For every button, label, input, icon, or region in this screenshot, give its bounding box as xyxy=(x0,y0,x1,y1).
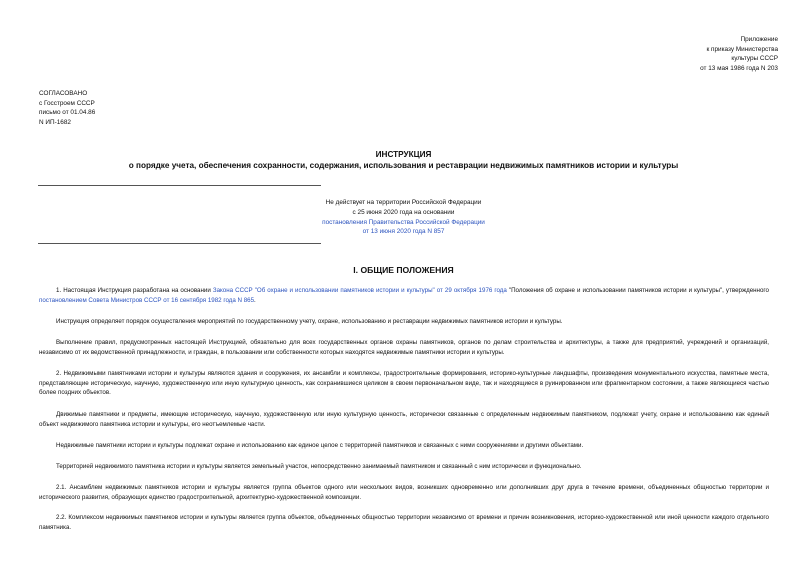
annex-line: Приложение xyxy=(740,36,778,43)
title-heading: ИНСТРУКЦИЯ xyxy=(375,150,432,159)
agreed-line: письмо от 01.04.86 xyxy=(39,109,96,116)
resolution-link[interactable]: постановлением Совета Министров СССР от 16 сентября 1982 года N 865 xyxy=(39,296,255,304)
status-notice xyxy=(0,198,807,237)
divider-top xyxy=(38,185,321,186)
status-decree-link[interactable]: постановления Правительства Российской Федерации xyxy=(322,218,485,226)
paragraph-text: "Положения об охране и использовании памятников истории и культуры", утвержденного xyxy=(506,287,769,294)
paragraph-text: 1. Настоящая Инструкция разработана на основании xyxy=(56,287,213,294)
annex-line: к приказу Министерства xyxy=(706,45,778,53)
agreed-line: СОГЛАСОВАНО xyxy=(39,90,88,97)
status-decree-date-link[interactable]: от 13 июня 2020 года N 857 xyxy=(362,228,445,236)
paragraph: 2.1. Ансамблем недвижимых памятников истории и культуры является группа объектов одного или нескольких видов, возникших одновременно или дополнивших друг друга в течение времени, объединенных общностью территории и исторического развития, образующих единство градостроительной, архитектурно-художественной композиции. xyxy=(39,484,769,501)
status-line: Не действует на территории Российской Федерации xyxy=(325,199,482,206)
paragraph: Недвижимые памятники истории и культуры подлежат охране и использованию как единое целое с территорией памятников и связанных с ними сооружениями и другими объектами. xyxy=(56,442,584,449)
paragraph-text: . xyxy=(254,296,256,304)
paragraph xyxy=(39,286,769,305)
section-heading: I. ОБЩИЕ ПОЛОЖЕНИЯ xyxy=(353,265,454,275)
paragraph: 2.2. Комплексом недвижимых памятников истории и культуры является группа объектов, объединенных общностью территории независимо от времени и причин возникновения, историко-художественной или иной ценности каждого отдельного памятника. xyxy=(39,514,769,531)
paragraph: Выполнение правил, предусмотренных настоящей Инструкцией, обязательно для всех государственных органов охраны памятников, органов по делам строительства и архитектуры, а также для предприятий, учреждений и организаций, независимо от их ведомственной принадлежности, и граждан, в пользовании или собственности которых находятся недвижимые памятники истории и культуры. xyxy=(39,339,769,356)
paragraph: Территорией недвижимого памятника истории и культуры является земельный участок, непосредственно занимаемый памятником и связанный с ним исторически и функционально. xyxy=(56,463,582,470)
law-link[interactable]: Закона СССР "Об охране и использовании памятников истории и культуры" от 29 октября 1976 года xyxy=(212,287,507,294)
document-title xyxy=(0,150,807,171)
paragraph: Движимые памятники и предметы, имеющие историческую, научную, художественную или иную культурную ценность, исторически связанные с определенным недвижимым памятником, подлежат учету, охране и использованию как единый объект недвижимого памятника истории и культуры, его неотъемлемые части. xyxy=(39,411,769,428)
annex-line: от 13 мая 1986 года N 203 xyxy=(700,64,778,72)
paragraph: Инструкция определяет порядок осуществления мероприятий по государственному учету, охране, использованию и реставрации недвижимых памятников истории и культуры. xyxy=(56,318,563,325)
agreed-line: N ИП-1682 xyxy=(39,118,71,126)
agreed-block xyxy=(39,89,95,127)
annex-header xyxy=(700,35,778,73)
paragraph: 2. Недвижимыми памятниками истории и культуры являются здания и сооружения, их ансамбли и комплексы, градостроительные формирования, историко-культурные ландшафты, произведения монументального искусства, памятные места, представляющие историческую, научную, художественную или иную культурную ценность, как сохранившиеся целиком в своем первоначальном виде, так и находящиеся в руинированном или фрагментарном состоянии, а также являющиеся частью более поздних объектов. xyxy=(39,370,769,397)
annex-line: культуры СССР xyxy=(731,55,778,63)
divider-bottom xyxy=(38,243,321,244)
status-line: с 25 июня 2020 года на основании xyxy=(352,208,455,216)
agreed-line: с Госстроем СССР xyxy=(39,99,95,107)
title-subheading: о порядке учета, обеспечения сохранности, содержания, использования и реставрации недвижимых памятников истории и культуры xyxy=(128,160,679,170)
